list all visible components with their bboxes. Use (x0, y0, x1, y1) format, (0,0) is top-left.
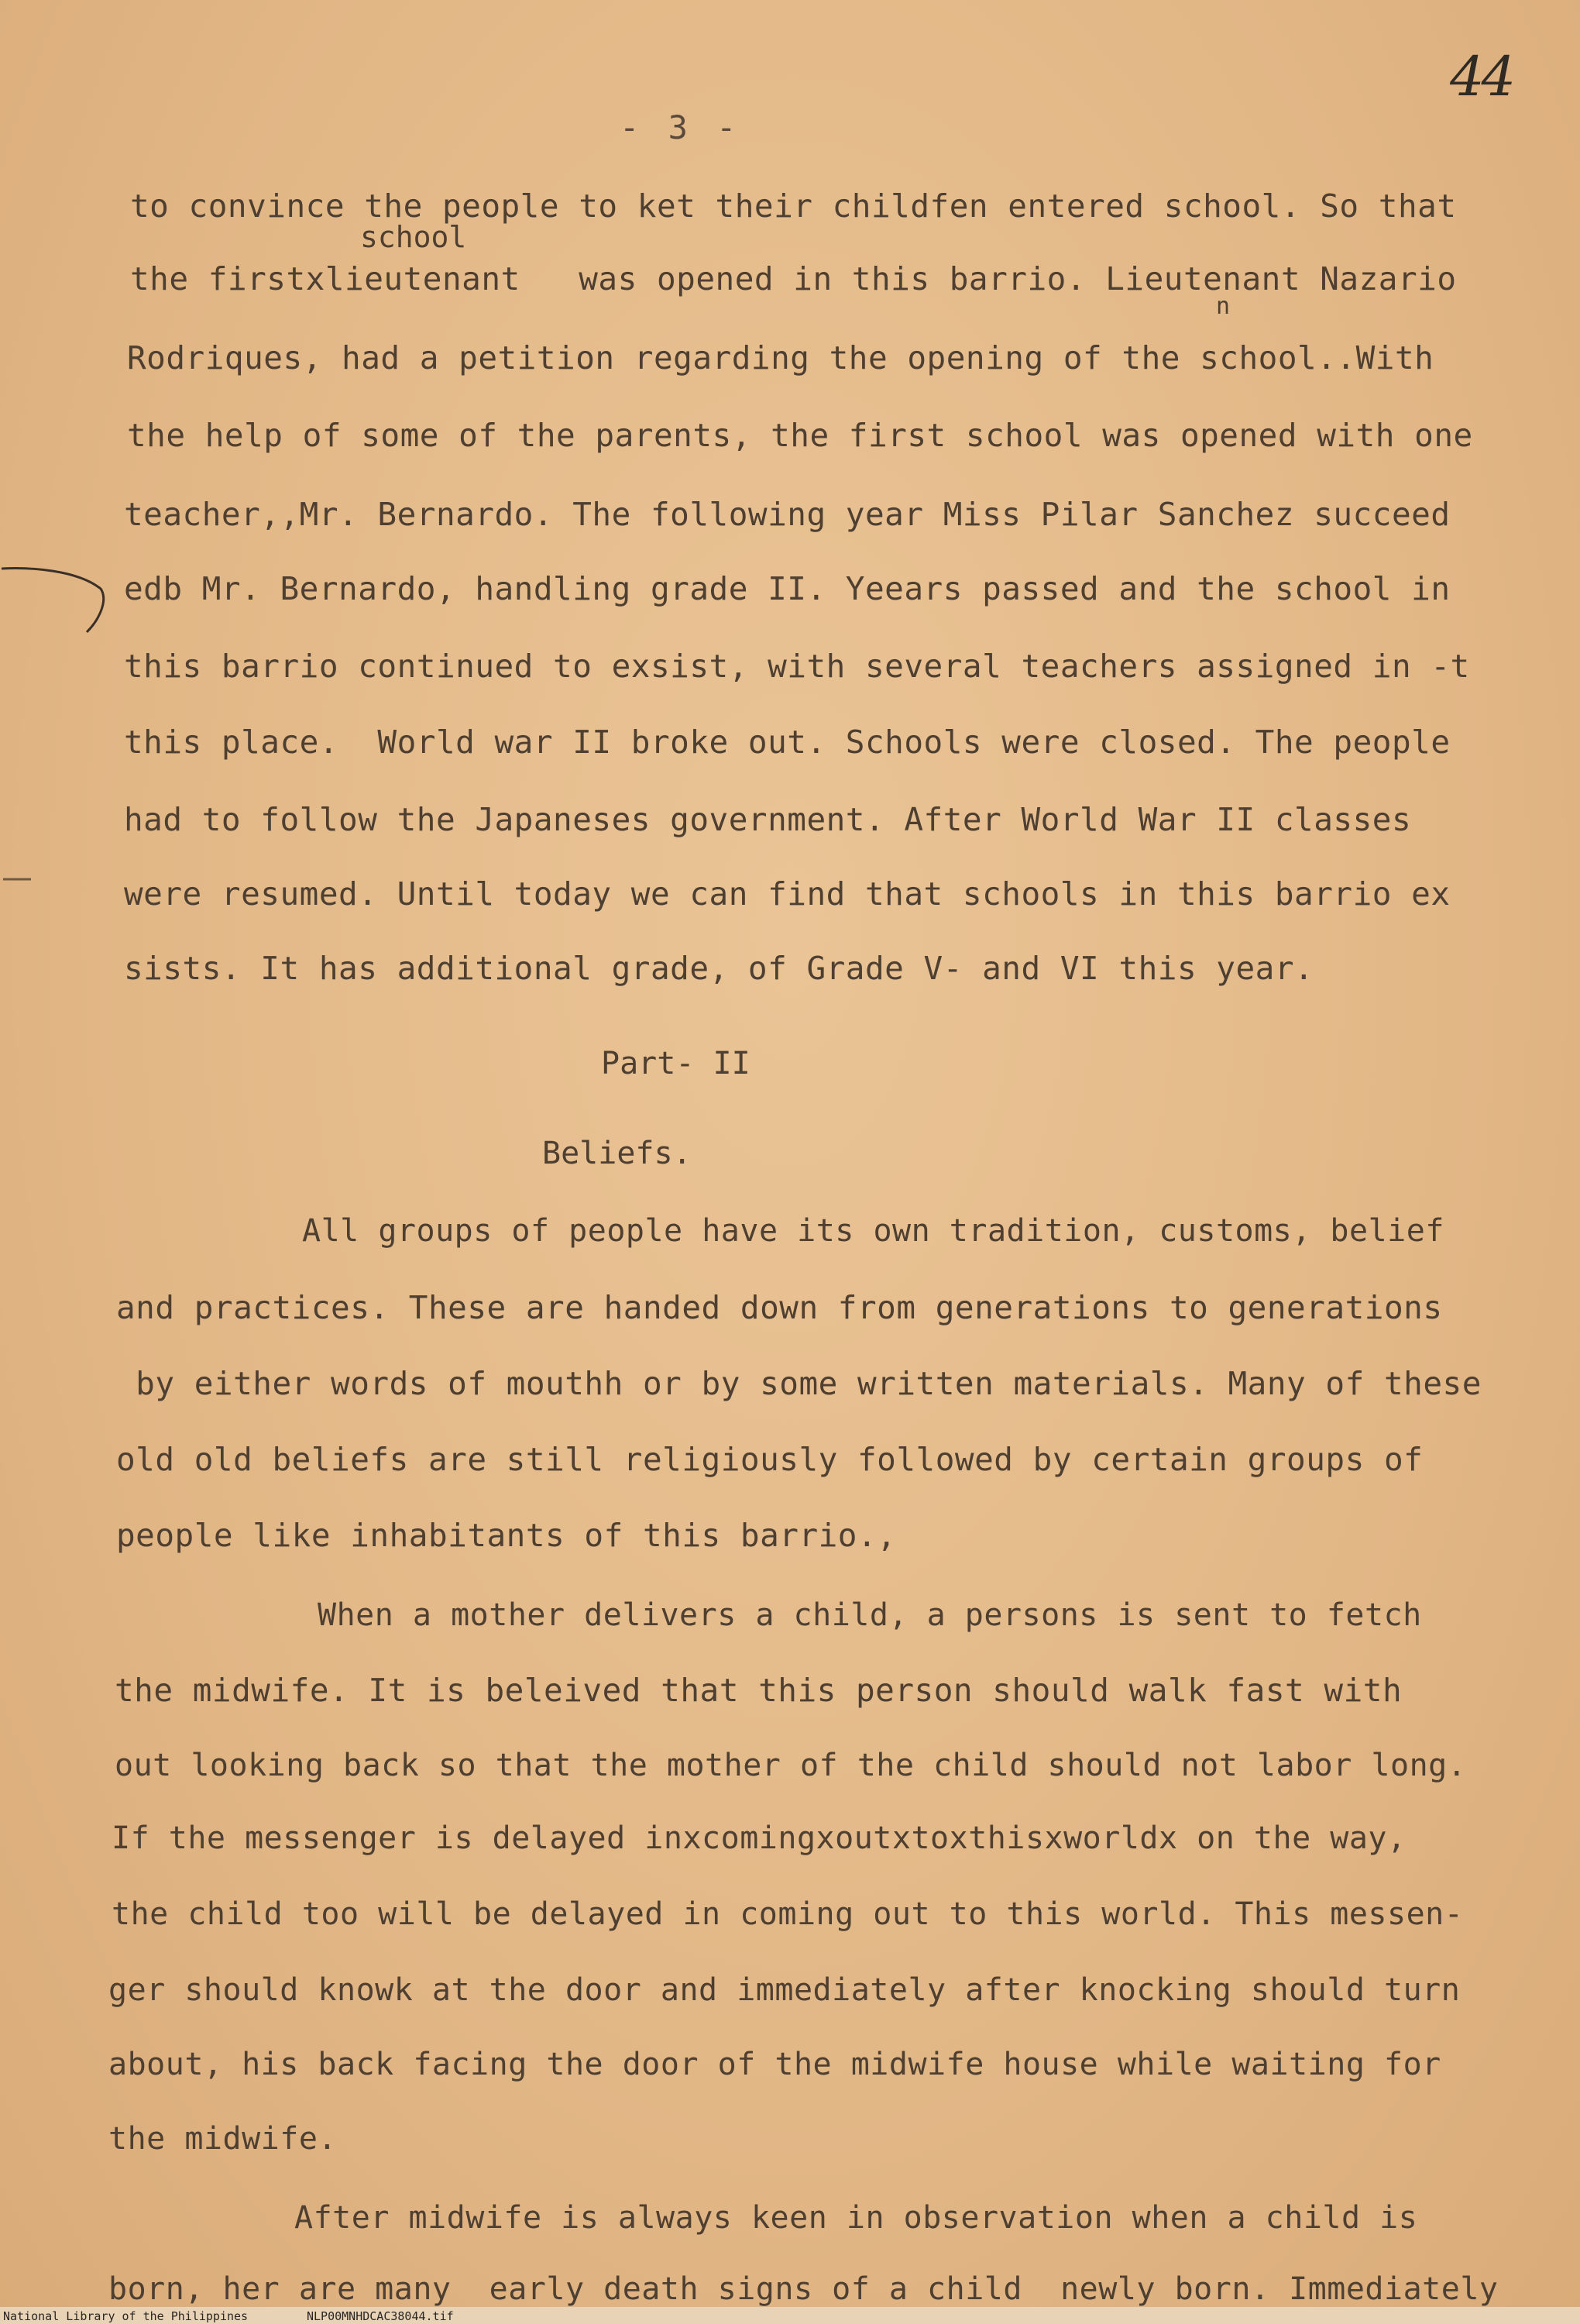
text-line: If the messenger is delayed inxcomingxoutxtoxthisxworldx on the way, (112, 1820, 1407, 1856)
text-line: old old beliefs are still religiously followed by certain groups of (116, 1441, 1424, 1478)
text-line: about, his back facing the door of the midwife house while waiting for (108, 2047, 1441, 2082)
text-line: by either words of mouthh or by some written materials. Many of these (116, 1365, 1482, 1402)
archive-footer (0, 2307, 1580, 2324)
text-line: to convince the people to ket their childfen entered school. So that (130, 187, 1457, 225)
text-line: edb Mr. Bernardo, handling grade II. Yeears passed and the school in (124, 570, 1451, 607)
text-line: the midwife. It is beleived that this person should walk fast with (115, 1672, 1403, 1709)
typed-insertion-n: n (1216, 293, 1231, 320)
margin-dash-mark (0, 871, 39, 887)
text-line: this place. World war II broke out. Schools were closed. The people (124, 724, 1451, 761)
footer-file-id: NLP00MNHDCAC38044.tif (307, 2309, 454, 2323)
text-line: sists. It has additional grade, of Grade V- and VI this year. (124, 950, 1314, 987)
text-line: the firstxlieutenant was opened in this barrio. Lieutenant Nazario (130, 260, 1457, 297)
footer-institution: National Library of the Philippines (3, 2309, 249, 2323)
text-line: the help of some of the parents, the first school was opened with one (127, 417, 1473, 454)
text-line: had to follow the Japaneses government. After World War II classes (124, 801, 1412, 838)
text-line: people like inhabitants of this barrio., (116, 1517, 897, 1554)
text-line: All groups of people have its own tradition, customs, belief (302, 1213, 1444, 1249)
text-line: Rodriques, had a petition regarding the opening of the school..With (127, 339, 1434, 376)
subheading: Beliefs. (542, 1136, 692, 1171)
margin-bracket-mark (0, 566, 116, 635)
text-line: out looking back so that the mother of the child should not labor long. (115, 1748, 1467, 1783)
text-line: and practices. These are handed down from generations to generations (116, 1289, 1443, 1326)
text-line: ger should knowk at the door and immediately after knocking should turn (108, 1972, 1461, 2008)
text-line: teacher,,Mr. Bernardo. The following year Miss Pilar Sanchez succeed (124, 496, 1451, 533)
handwritten-insertion-school: school (360, 220, 467, 254)
text-line: born, her are many early death signs of a child newly born. Immediately (108, 2271, 1499, 2307)
text-line: After midwife is always keen in observation when a child is (294, 2200, 1418, 2236)
text-line: the child too will be delayed in coming out to this world. This messen- (112, 1896, 1464, 1932)
text-line: When a mother delivers a child, a persons is sent to fetch (318, 1597, 1422, 1633)
page-number: - 3 - (620, 108, 741, 146)
text-line: were resumed. Until today we can find that schools in this barrio ex (124, 875, 1451, 913)
section-heading: Part- II (601, 1046, 750, 1081)
text-line: this barrio continued to exsist, with several teachers assigned in -t (124, 648, 1470, 685)
text-line: the midwife. (108, 2121, 337, 2157)
folio-number: 44 (1450, 45, 1513, 108)
